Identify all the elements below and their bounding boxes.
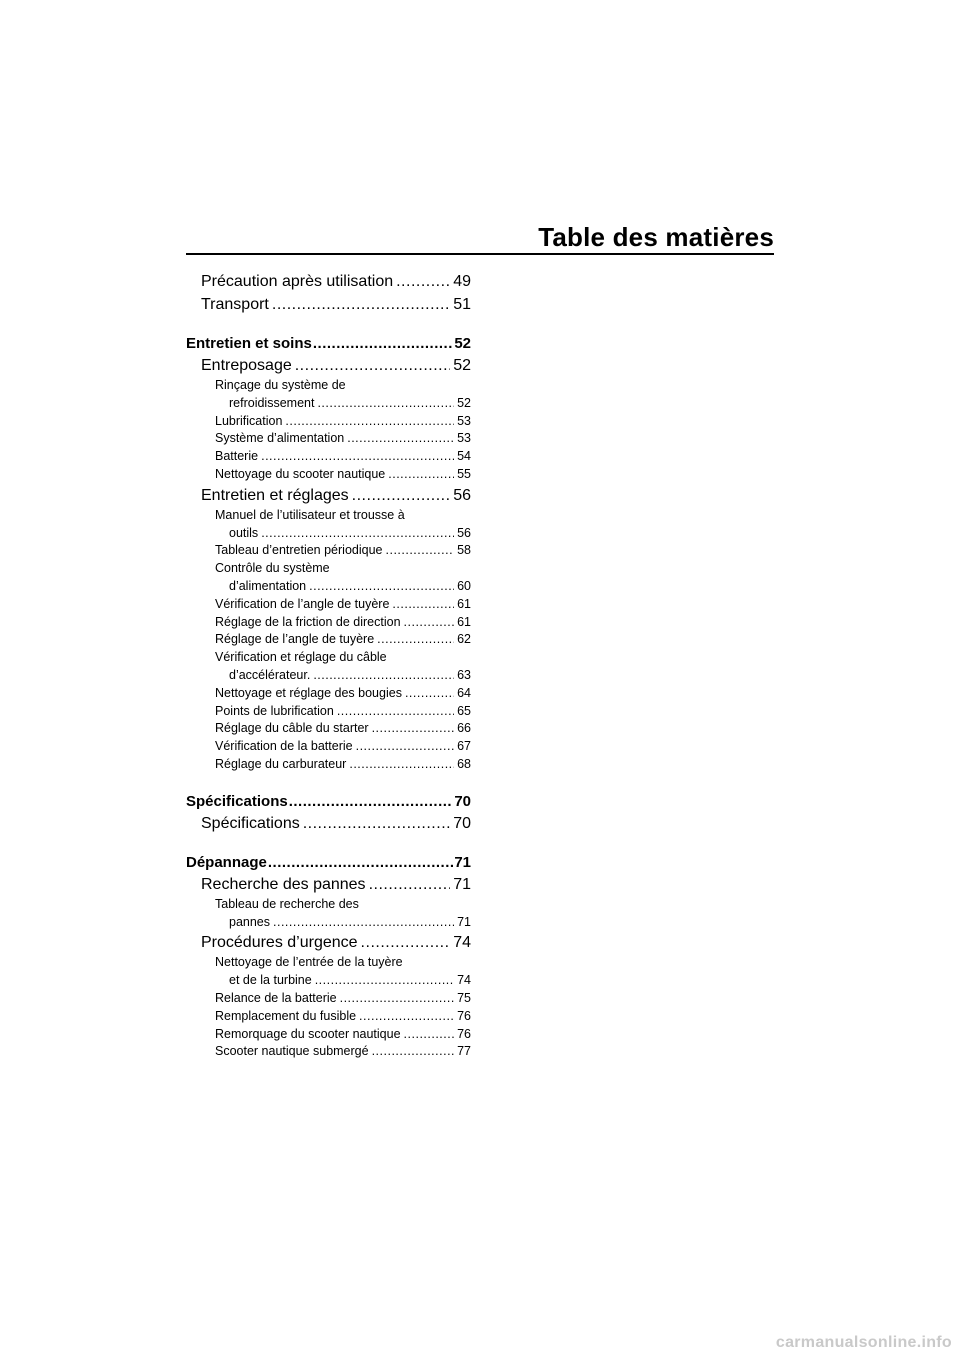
toc-section[interactable] <box>186 873 471 896</box>
toc-entry-line <box>215 972 471 990</box>
toc-entry-title: Précaution après utilisation <box>201 273 394 290</box>
toc-page-number: 74 <box>453 934 471 952</box>
dot-leader <box>361 931 451 954</box>
dot-leader <box>295 354 450 377</box>
toc-page-number: 56 <box>453 486 471 504</box>
toc-page-number: 71 <box>457 914 471 929</box>
dot-leader <box>347 430 454 448</box>
dot-leader <box>303 812 450 835</box>
section-gap <box>186 835 471 853</box>
dot-leader <box>261 448 454 466</box>
toc-entry-title: Lubrification <box>215 413 283 428</box>
toc-entry-line <box>215 614 471 632</box>
dot-leader <box>356 738 455 756</box>
section-gap <box>186 316 471 334</box>
toc-entry-line <box>201 812 471 835</box>
toc-page-number: 49 <box>453 273 471 290</box>
toc-page-number: 52 <box>453 357 471 374</box>
toc-entry-title: Remplacement du fusible <box>215 1008 357 1023</box>
toc-entry-line <box>186 853 471 873</box>
toc-page-number: 60 <box>457 578 471 593</box>
dot-leader <box>349 756 454 774</box>
dot-leader <box>340 990 454 1008</box>
toc-entry-title: Réglage du carburateur <box>215 756 347 771</box>
toc-entry-title: Batterie <box>215 449 259 464</box>
toc-entry-title: Système d’alimentation <box>215 431 345 446</box>
toc-entry-title: Réglage de la friction de direction <box>215 614 401 629</box>
toc-section[interactable] <box>186 270 471 293</box>
dot-leader <box>352 484 451 507</box>
toc-page-number: 62 <box>457 632 471 647</box>
toc-entry-line <box>201 484 471 507</box>
toc-entry-line <box>186 334 471 354</box>
dot-leader <box>369 873 451 896</box>
toc-entry-line <box>215 756 471 774</box>
toc-entry-line <box>215 1043 471 1061</box>
dot-leader <box>268 853 453 873</box>
toc-entry-title: Relance de la batterie <box>215 990 337 1005</box>
toc-page-number: 68 <box>457 756 471 771</box>
toc-subsection[interactable] <box>186 631 471 649</box>
toc-subsection[interactable] <box>186 1043 471 1061</box>
toc-entry-title: Réglage de l’angle de tuyère <box>215 632 375 647</box>
toc-subsection[interactable] <box>186 466 471 484</box>
dot-leader <box>404 1026 455 1044</box>
table-of-contents <box>186 270 471 1061</box>
toc-entry-line <box>215 720 471 738</box>
toc-entry-line <box>215 703 471 721</box>
dot-leader <box>372 1043 455 1061</box>
toc-entry-title: Vérification de la batterie <box>215 739 353 754</box>
toc-page-number: 76 <box>457 1008 471 1023</box>
dot-leader <box>396 270 450 293</box>
toc-entry-title: Remorquage du scooter nautique <box>215 1026 401 1041</box>
toc-page-number: 74 <box>457 973 471 988</box>
toc-section[interactable] <box>186 812 471 835</box>
dot-leader <box>337 703 454 721</box>
toc-page-number: 67 <box>457 739 471 754</box>
toc-page-number: 64 <box>457 685 471 700</box>
toc-subsection[interactable] <box>186 954 471 990</box>
toc-entry-title: Vérification de l’angle de tuyère <box>215 596 390 611</box>
toc-entry-title: Tableau de recherche des <box>215 896 359 911</box>
toc-entry-line <box>215 466 471 484</box>
toc-entry-title: Entreposage <box>201 357 292 374</box>
dot-leader <box>372 720 455 738</box>
toc-entry-line <box>215 413 471 431</box>
toc-entry-title: Nettoyage du scooter nautique <box>215 466 386 481</box>
header-rule <box>186 253 774 255</box>
toc-page-number: 71 <box>453 875 471 893</box>
toc-page-number: 52 <box>454 335 471 352</box>
toc-entry-title: Réglage du câble du starter <box>215 721 369 736</box>
toc-page-number: 77 <box>457 1044 471 1059</box>
toc-entry-line <box>215 395 471 413</box>
toc-entry-line <box>215 578 471 596</box>
toc-entry-line <box>215 430 471 448</box>
toc-entry-title-continued: refroidissement <box>229 395 315 410</box>
toc-chapter[interactable] <box>186 853 471 873</box>
dot-leader <box>392 596 454 614</box>
toc-entry-line <box>201 931 471 954</box>
dot-leader <box>317 395 454 413</box>
toc-chapter[interactable] <box>186 792 471 812</box>
toc-subsection[interactable] <box>186 448 471 466</box>
dot-leader <box>309 578 454 596</box>
toc-entry-line <box>215 525 471 543</box>
toc-page-number: 76 <box>457 1026 471 1041</box>
toc-entry-title: Procédures d’urgence <box>201 934 358 952</box>
toc-page-number: 56 <box>457 525 471 540</box>
toc-entry-line <box>215 667 471 685</box>
toc-subsection[interactable] <box>186 1026 471 1044</box>
toc-entry-title-continued: et de la turbine <box>229 973 312 988</box>
toc-page-number: 71 <box>454 853 471 871</box>
dot-leader <box>285 413 454 431</box>
dot-leader <box>261 525 454 543</box>
toc-entry-line <box>215 1026 471 1044</box>
toc-entry-title: Points de lubrification <box>215 703 334 718</box>
toc-entry-title: Rinçage du système de <box>215 378 346 392</box>
toc-entry-line <box>201 270 471 293</box>
toc-page-number: 61 <box>457 596 471 611</box>
dot-leader <box>404 614 455 632</box>
dot-leader <box>405 685 454 703</box>
toc-section[interactable] <box>186 293 471 316</box>
dot-leader <box>273 914 454 932</box>
toc-page-number: 70 <box>453 814 471 832</box>
toc-subsection[interactable] <box>186 430 471 448</box>
page-header <box>186 222 774 258</box>
toc-subsection[interactable] <box>186 990 471 1008</box>
toc-page-number: 53 <box>457 431 471 446</box>
toc-page-number: 65 <box>457 703 471 718</box>
toc-entry-title-continued: d’accélérateur. <box>229 667 311 682</box>
toc-subsection[interactable] <box>186 896 471 932</box>
toc-entry-title: Transport <box>201 296 269 313</box>
dot-leader <box>386 542 455 560</box>
toc-subsection[interactable] <box>186 542 471 560</box>
dot-leader <box>377 631 454 649</box>
toc-entry-title: Nettoyage et réglage des bougies <box>215 685 402 700</box>
toc-entry-title-continued: outils <box>229 525 259 540</box>
toc-subsection[interactable] <box>186 377 471 413</box>
toc-entry-title: Contrôle du système <box>215 561 330 576</box>
toc-page-number: 52 <box>457 395 471 410</box>
toc-entry-title: Spécifications <box>186 792 288 810</box>
toc-page-number: 58 <box>457 543 471 558</box>
toc-entry-line <box>201 293 471 316</box>
toc-entry-title: Entretien et soins <box>186 335 312 352</box>
toc-entry-title: Dépannage <box>186 853 267 871</box>
toc-page-number: 63 <box>457 667 471 682</box>
dot-leader <box>359 1008 454 1026</box>
page-title: Table des matières <box>538 222 774 252</box>
toc-subsection[interactable] <box>186 596 471 614</box>
toc-entry-title: Vérification et réglage du câble <box>215 650 387 665</box>
dot-leader <box>315 972 454 990</box>
toc-entry-line <box>215 631 471 649</box>
toc-entry-line <box>215 738 471 756</box>
toc-entry-line <box>201 873 471 896</box>
toc-chapter[interactable] <box>186 334 471 354</box>
toc-page-number: 75 <box>457 990 471 1005</box>
toc-page-number: 61 <box>457 614 471 629</box>
toc-entry-line <box>215 1008 471 1026</box>
toc-entry-line <box>215 685 471 703</box>
toc-entry-title: Entretien et réglages <box>201 486 349 504</box>
toc-entry-line <box>201 354 471 377</box>
toc-section[interactable] <box>186 484 471 507</box>
section-gap <box>186 774 471 792</box>
toc-page-number: 53 <box>457 413 471 428</box>
toc-entry-line <box>215 542 471 560</box>
toc-subsection[interactable] <box>186 614 471 632</box>
toc-subsection[interactable] <box>186 703 471 721</box>
toc-entry-line <box>186 792 471 812</box>
toc-entry-title-continued: d’alimentation <box>229 578 307 593</box>
toc-entry-line <box>215 448 471 466</box>
toc-page-number: 55 <box>457 466 471 481</box>
dot-leader <box>272 293 450 316</box>
toc-subsection[interactable] <box>186 507 471 543</box>
toc-subsection[interactable] <box>186 738 471 756</box>
toc-section[interactable] <box>186 931 471 954</box>
toc-page-number: 51 <box>453 296 471 313</box>
toc-entry-title: Scooter nautique submergé <box>215 1044 369 1059</box>
toc-subsection[interactable] <box>186 560 471 596</box>
toc-entry-title: Recherche des pannes <box>201 875 366 893</box>
toc-section[interactable] <box>186 354 471 377</box>
dot-leader <box>313 334 453 354</box>
toc-subsection[interactable] <box>186 756 471 774</box>
toc-entry-title: Nettoyage de l’entrée de la tuyère <box>215 955 403 970</box>
toc-entry-line <box>215 914 471 932</box>
dot-leader <box>313 667 454 685</box>
toc-subsection[interactable] <box>186 720 471 738</box>
toc-entry-title: Manuel de l’utilisateur et trousse à <box>215 507 405 522</box>
dot-leader <box>289 792 454 812</box>
toc-page-number: 70 <box>454 792 471 810</box>
toc-subsection[interactable] <box>186 685 471 703</box>
dot-leader <box>388 466 454 484</box>
toc-subsection[interactable] <box>186 413 471 431</box>
toc-page-number: 66 <box>457 721 471 736</box>
toc-entry-line <box>215 596 471 614</box>
toc-entry-title-continued: pannes <box>229 914 271 929</box>
toc-entry-title: Spécifications <box>201 814 300 832</box>
watermark: carmanualsonline.info <box>775 1334 952 1351</box>
toc-subsection[interactable] <box>186 649 471 685</box>
toc-page-number: 54 <box>457 449 471 464</box>
toc-entry-title: Tableau d’entretien périodique <box>215 543 383 558</box>
toc-subsection[interactable] <box>186 1008 471 1026</box>
toc-entry-line <box>215 990 471 1008</box>
